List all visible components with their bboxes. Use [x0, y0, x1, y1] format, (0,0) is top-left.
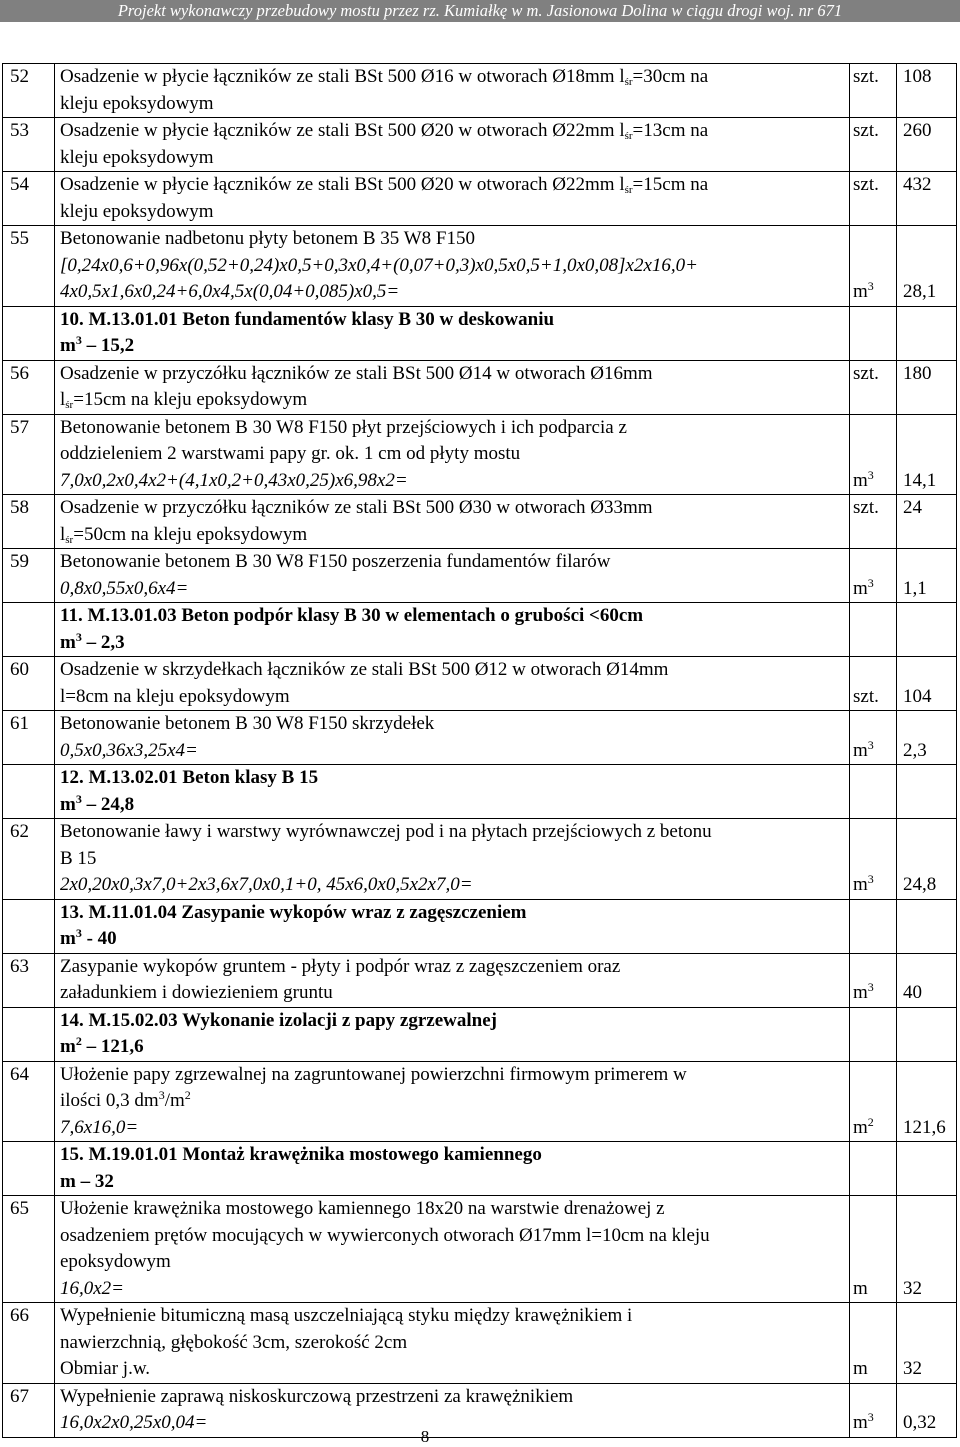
item-description: Osadzenie w płycie łączników ze stali BSt 500 Ø16 w otworach Ø18mm $l_{śr}=30cm$ na kleju epoksydowym — [55, 64, 850, 118]
item-description: Betonowanie betonem B 30 W8 F150 skrzydełek 0,5x0,36x3,25x4= — [55, 711, 850, 765]
item-formula: [0,24x0,6+0,96x(0,52+0,24)x0,5+0,3x0,4+(0,07+0,3)x0,5x0,5+1,0x0,08]x2x16,0+ — [60, 254, 698, 276]
section-heading: 13. M.11.01.04 Zasypanie wykopów wraz z zagęszczeniem $m^3 - 40$ — [55, 899, 850, 953]
section-row — [3, 1007, 957, 1061]
item-unit: $m^3$ — [850, 819, 897, 900]
item-unit: szt. — [850, 118, 897, 172]
item-unit: $m^3$ — [850, 1383, 897, 1437]
item-unit: $m^2$ — [850, 1061, 897, 1142]
item-description: Osadzenie w płycie łączników ze stali BSt 500 Ø20 w otworach Ø22mm $l_{śr}=13cm$ na kleju epoksydowym — [55, 118, 850, 172]
item-unit: m — [850, 1196, 897, 1303]
table-row — [3, 1061, 957, 1142]
item-quantity: 32 — [897, 1303, 957, 1384]
item-unit: $m^3$ — [850, 549, 897, 603]
item-description: Betonowanie ławy i warstwy wyrównawczej pod i na płytach przejściowych z betonu B 15 2x0,20x0,3x7,0+2x3,6x7,0x0,1+0, 45x6,0x0,5x2x7,0= — [55, 819, 850, 900]
section-row — [3, 1142, 957, 1196]
item-description: Osadzenie w płycie łączników ze stali BSt 500 Ø20 w otworach Ø22mm $l_{śr}=15cm$ na kleju epoksydowym — [55, 172, 850, 226]
item-unit: szt. — [850, 172, 897, 226]
item-quantity: 14,1 — [897, 414, 957, 495]
item-quantity: 108 — [897, 64, 957, 118]
item-quantity: 432 — [897, 172, 957, 226]
item-quantity: 121,6 — [897, 1061, 957, 1142]
section-heading: 15. M.19.01.01 Montaż krawężnika mostowego kamiennego m – 32 — [55, 1142, 850, 1196]
bill-of-quantities-table — [2, 63, 957, 1438]
item-quantity: 260 — [897, 118, 957, 172]
item-description: Wypełnienie zaprawą niskoskurczową przestrzeni za krawężnikiem 16,0x2x0,25x0,04= — [55, 1383, 850, 1437]
section-row — [3, 765, 957, 819]
section-heading: 12. M.13.02.01 Beton klasy B 15 $m^3 - 24,8$ — [55, 765, 850, 819]
item-number: 58 — [3, 495, 55, 549]
item-formula: 0,8x0,55x0,6x4= — [60, 577, 189, 599]
item-quantity: 28,1 — [897, 226, 957, 307]
table-row — [3, 1303, 957, 1384]
section-row — [3, 899, 957, 953]
item-number: 52 — [3, 64, 55, 118]
item-number: 64 — [3, 1061, 55, 1142]
item-formula: 2x0,20x0,3x7,0+2x3,6x7,0x0,1+0, 45x6,0x0,5x2x7,0= — [60, 874, 473, 895]
item-unit: $m^3$ — [850, 953, 897, 1007]
table-row — [3, 819, 957, 900]
item-quantity: 40 — [897, 953, 957, 1007]
table-row — [3, 64, 957, 118]
table-row — [3, 414, 957, 495]
item-quantity: 32 — [897, 1196, 957, 1303]
section-row — [3, 306, 957, 360]
item-description: Zasypanie wykopów gruntem - płyty i podpór wraz z zagęszczeniem oraz załadunkiem i dowiezieniem gruntu — [55, 953, 850, 1007]
item-number: 59 — [3, 549, 55, 603]
item-number: 65 — [3, 1196, 55, 1303]
table-row — [3, 549, 957, 603]
item-description: Betonowanie betonem B 30 W8 F150 poszerzenia fundamentów filarów 0,8x0,55x0,6x4= — [55, 549, 850, 603]
item-unit: szt. — [850, 657, 897, 711]
section-heading: 11. M.13.01.03 Beton podpór klasy B 30 w elementach o grubości <60cm $m^3 - 2,3$ — [55, 603, 850, 657]
page-number: 8 — [420, 1427, 430, 1446]
item-formula: 7,0x0,2x0,4x2+(4,1x0,2+0,43x0,25)x6,98x2= — [60, 469, 408, 491]
section-heading: 14. M.15.02.03 Wykonanie izolacji z papy zgrzewalnej $m^2 - 121,6$ — [55, 1007, 850, 1061]
item-number: 62 — [3, 819, 55, 900]
item-number: 67 — [3, 1383, 55, 1437]
item-formula: 4x0,5x1,6x0,24+6,0x4,5x(0,04+0,085)x0,5= — [60, 281, 400, 302]
table-row — [3, 1196, 957, 1303]
item-formula: 0,5x0,36x3,25x4= — [60, 739, 198, 761]
table-row — [3, 226, 957, 307]
item-quantity: 24,8 — [897, 819, 957, 900]
item-unit: szt. — [850, 360, 897, 414]
item-unit: szt. — [850, 495, 897, 549]
item-number: 53 — [3, 118, 55, 172]
table-row — [3, 495, 957, 549]
item-quantity: 180 — [897, 360, 957, 414]
item-description: Betonowanie betonem B 30 W8 F150 płyt przejściowych i ich podparcia z oddzieleniem 2 warstwami papy gr. ok. 1 cm od płyty mostu 7,0x0,2x0,4x2+(4,1x0,2+0,43x0,25)x6,98x2= — [55, 414, 850, 495]
item-description: Wypełnienie bitumiczną masą uszczelniającą styku między krawężnikiem i nawierzchnią, głębokość 3cm, szerokość 2cm Obmiar j.w. — [55, 1303, 850, 1384]
item-formula: 16,0x2= — [60, 1277, 125, 1299]
item-unit: m — [850, 1303, 897, 1384]
item-formula: 7,6x16,0= — [60, 1116, 139, 1138]
table-row — [3, 953, 957, 1007]
item-description: Osadzenie w skrzydełkach łączników ze stali BSt 500 Ø12 w otworach Ø14mm l=8cm na kleju epoksydowym — [55, 657, 850, 711]
item-formula: 16,0x2x0,25x0,04= — [60, 1412, 208, 1433]
item-number: 60 — [3, 657, 55, 711]
item-unit: szt. — [850, 64, 897, 118]
item-quantity: 1,1 — [897, 549, 957, 603]
item-number: 57 — [3, 414, 55, 495]
item-number: 54 — [3, 172, 55, 226]
item-description: Osadzenie w przyczółku łączników ze stali BSt 500 Ø14 w otworach Ø16mm $l_{śr}=15cm$ na kleju epoksydowym — [55, 360, 850, 414]
item-quantity: 104 — [897, 657, 957, 711]
item-unit: $m^3$ — [850, 414, 897, 495]
item-unit: $m^3$ — [850, 226, 897, 307]
item-description: Betonowanie nadbetonu płyty betonem B 35 W8 F150 [0,24x0,6+0,96x(0,52+0,24)x0,5+0,3x0,4+(0,07+0,3)x0,5x0,5+1,0x0,08]x2x16,0+ 4x0,5x1,6x0,24+6,0x4,5x(0,04+0,085)x0,5= — [55, 226, 850, 307]
section-heading: 10. M.13.01.01 Beton fundamentów klasy B 30 w deskowaniu $m^3 - 15,2$ — [55, 306, 850, 360]
table-row — [3, 360, 957, 414]
item-quantity: 0,32 — [897, 1383, 957, 1437]
document-header — [0, 0, 960, 22]
item-description: Osadzenie w przyczółku łączników ze stali BSt 500 Ø30 w otworach Ø33mm $l_{śr}=50cm$ na kleju epoksydowym — [55, 495, 850, 549]
table-row — [3, 172, 957, 226]
item-number: 55 — [3, 226, 55, 307]
item-description: Ułożenie papy zgrzewalnej na zagruntowanej powierzchni firmowym primerem w ilości 0,3 $dm^3/m^2$ 7,6x16,0= — [55, 1061, 850, 1142]
item-number: 61 — [3, 711, 55, 765]
item-number: 63 — [3, 953, 55, 1007]
item-unit: $m^3$ — [850, 711, 897, 765]
table-row — [3, 711, 957, 765]
item-quantity: 24 — [897, 495, 957, 549]
header-title: Projekt wykonawczy przebudowy mostu przez rz. Kumiałkę w m. Jasionowa Dolina w ciągu drogi woj. nr 671 — [117, 1, 843, 20]
item-number: 66 — [3, 1303, 55, 1384]
table-row — [3, 118, 957, 172]
item-quantity: 2,3 — [897, 711, 957, 765]
section-row — [3, 603, 957, 657]
item-number: 56 — [3, 360, 55, 414]
table-row — [3, 657, 957, 711]
item-description: Ułożenie krawężnika mostowego kamiennego 18x20 na warstwie drenażowej z osadzeniem prętów mocujących w wywierconych otworach Ø17mm l=10cm na kleju epoksydowym 16,0x2= — [55, 1196, 850, 1303]
